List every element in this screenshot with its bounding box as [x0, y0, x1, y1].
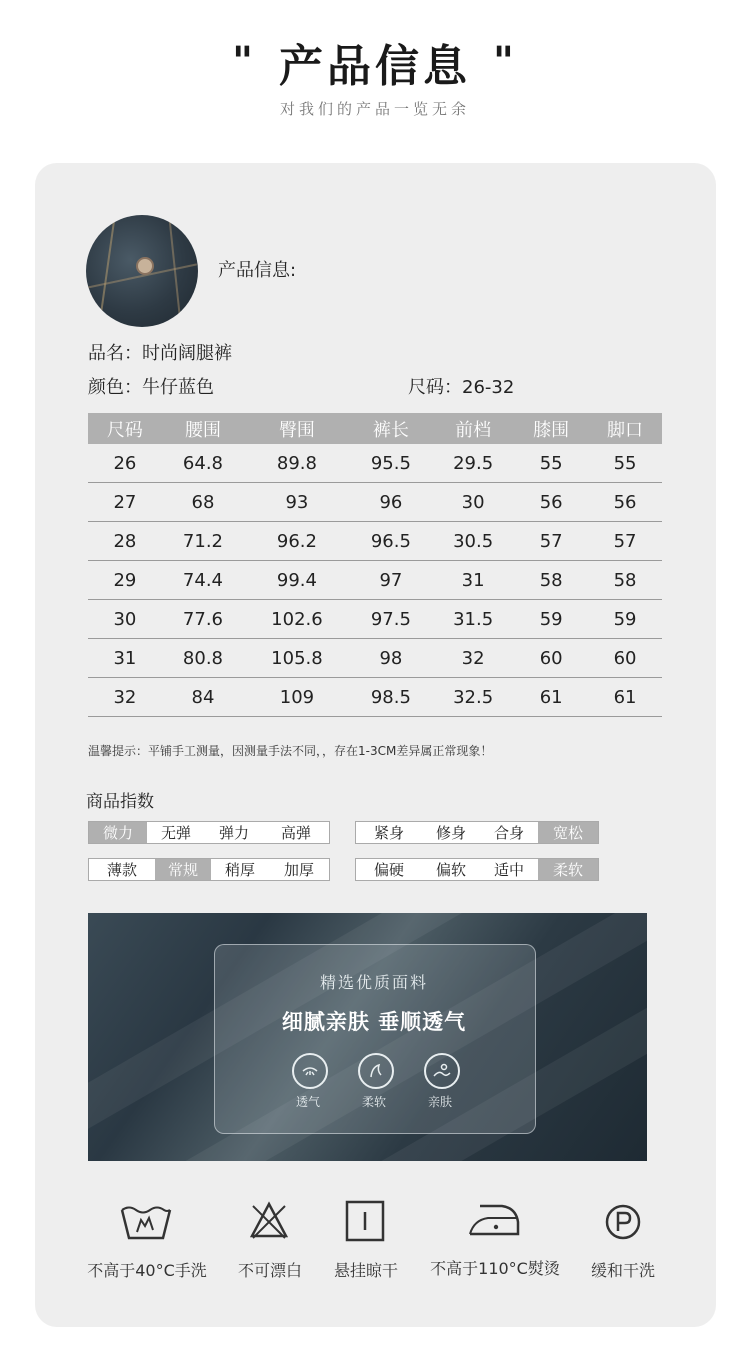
product-name: 品名：时尚阔腿裤	[88, 343, 232, 364]
table-cell: 98	[350, 639, 432, 678]
table-cell: 61	[588, 678, 662, 717]
table-cell: 99.4	[244, 561, 350, 600]
index-option: 常规	[155, 859, 211, 880]
table-cell: 102.6	[244, 600, 350, 639]
feature-label: 亲肤	[427, 1095, 452, 1109]
fabric-subtitle: 精选优质面料	[319, 973, 428, 992]
feature-label: 柔软	[361, 1095, 386, 1109]
product-size-range: 尺码：26-32	[408, 377, 515, 398]
fabric-headline: 细腻亲肤 垂顺透气	[281, 1010, 467, 1034]
table-cell: 26	[88, 444, 162, 483]
table-cell: 31.5	[432, 600, 514, 639]
care-label: 不高于40°C手洗	[87, 1261, 207, 1280]
elasticity-scale	[88, 821, 330, 844]
table-cell: 80.8	[162, 639, 244, 678]
table-cell: 96.5	[350, 522, 432, 561]
index-option: 柔软	[538, 859, 598, 880]
table-cell: 57	[514, 522, 588, 561]
table-cell: 28	[88, 522, 162, 561]
table-row	[88, 561, 662, 600]
table-cell: 56	[588, 483, 662, 522]
table-cell: 59	[514, 600, 588, 639]
measurement-tip: 温馨提示：平铺手工测量，因测量手法不同，，存在1-3CM差异属正常现象！	[88, 744, 493, 758]
index-option: 偏软	[435, 861, 466, 879]
table-cell: 97	[350, 561, 432, 600]
table-cell: 59	[588, 600, 662, 639]
table-row	[88, 483, 662, 522]
table-cell: 64.8	[162, 444, 244, 483]
page-title	[0, 30, 750, 94]
table-cell: 30	[88, 600, 162, 639]
col-header: 臀围	[244, 413, 350, 444]
table-cell: 58	[588, 561, 662, 600]
care-label: 缓和干洗	[590, 1261, 655, 1280]
table-cell: 32.5	[432, 678, 514, 717]
col-header: 脚口	[588, 413, 662, 444]
table-cell: 96	[350, 483, 432, 522]
table-cell: 58	[514, 561, 588, 600]
index-option: 宽松	[538, 822, 598, 843]
index-option: 薄款	[106, 861, 137, 879]
table-cell: 74.4	[162, 561, 244, 600]
product-thumbnail	[86, 215, 198, 327]
table-cell: 55	[588, 444, 662, 483]
index-option: 合身	[493, 824, 524, 842]
index-option: 偏硬	[373, 861, 404, 879]
page-title-text: 产品信息	[279, 41, 471, 92]
table-cell: 71.2	[162, 522, 244, 561]
table-cell: 32	[88, 678, 162, 717]
index-option: 弹力	[218, 824, 249, 842]
iron-110-icon	[466, 1200, 522, 1240]
thickness-scale	[88, 858, 330, 881]
breathable-icon	[292, 1053, 328, 1089]
table-cell: 30.5	[432, 522, 514, 561]
rivet-icon	[136, 257, 154, 275]
index-option: 加厚	[283, 861, 314, 879]
care-label: 悬挂晾干	[333, 1261, 398, 1280]
table-cell: 77.6	[162, 600, 244, 639]
page-subtitle: 对我们的产品一览无余	[279, 100, 470, 118]
table-cell: 96.2	[244, 522, 350, 561]
table-cell: 57	[588, 522, 662, 561]
hang-dry-icon	[345, 1200, 385, 1242]
index-option: 修身	[435, 824, 466, 842]
table-cell: 60	[588, 639, 662, 678]
table-cell: 29	[88, 561, 162, 600]
table-row	[88, 444, 662, 483]
col-header: 腰围	[162, 413, 244, 444]
index-option: 无弹	[160, 824, 191, 842]
table-cell: 98.5	[350, 678, 432, 717]
quote-close: "	[493, 39, 518, 85]
col-header: 尺码	[88, 413, 162, 444]
table-row	[88, 639, 662, 678]
table-cell: 89.8	[244, 444, 350, 483]
table-cell: 61	[514, 678, 588, 717]
index-option: 适中	[493, 861, 524, 879]
fit-scale	[355, 821, 599, 844]
table-cell: 105.8	[244, 639, 350, 678]
index-option: 微力	[89, 822, 147, 843]
table-cell: 32	[432, 639, 514, 678]
table-cell: 68	[162, 483, 244, 522]
feature-label: 透气	[295, 1095, 320, 1109]
table-cell: 27	[88, 483, 162, 522]
table-cell: 31	[88, 639, 162, 678]
index-title: 商品指数	[86, 792, 154, 812]
table-cell: 60	[514, 639, 588, 678]
col-header: 膝围	[514, 413, 588, 444]
quote-open: "	[232, 39, 257, 85]
table-row	[88, 600, 662, 639]
table-cell: 84	[162, 678, 244, 717]
softness-scale	[355, 858, 599, 881]
care-label: 不高于110°C熨烫	[430, 1259, 560, 1278]
size-table	[88, 413, 662, 717]
wash-40-icon	[119, 1202, 173, 1242]
index-option: 稍厚	[224, 861, 255, 879]
table-row	[88, 678, 662, 717]
soft-icon	[358, 1053, 394, 1089]
size-table-header	[88, 413, 662, 444]
table-cell: 97.5	[350, 600, 432, 639]
table-cell: 56	[514, 483, 588, 522]
table-cell: 29.5	[432, 444, 514, 483]
product-color: 颜色：牛仔蓝色	[88, 377, 214, 398]
skin-friendly-icon	[424, 1053, 460, 1089]
index-option: 高弹	[280, 824, 311, 842]
table-cell: 95.5	[350, 444, 432, 483]
no-bleach-icon	[249, 1200, 289, 1240]
table-cell: 109	[244, 678, 350, 717]
table-cell: 93	[244, 483, 350, 522]
product-info-label: 产品信息:	[218, 260, 297, 281]
index-option: 紧身	[373, 824, 404, 842]
col-header: 裤长	[350, 413, 432, 444]
col-header: 前档	[432, 413, 514, 444]
care-label: 不可漂白	[237, 1261, 302, 1280]
table-cell: 31	[432, 561, 514, 600]
table-row	[88, 522, 662, 561]
table-cell: 55	[514, 444, 588, 483]
dry-clean-p-icon	[604, 1203, 642, 1241]
table-cell: 30	[432, 483, 514, 522]
